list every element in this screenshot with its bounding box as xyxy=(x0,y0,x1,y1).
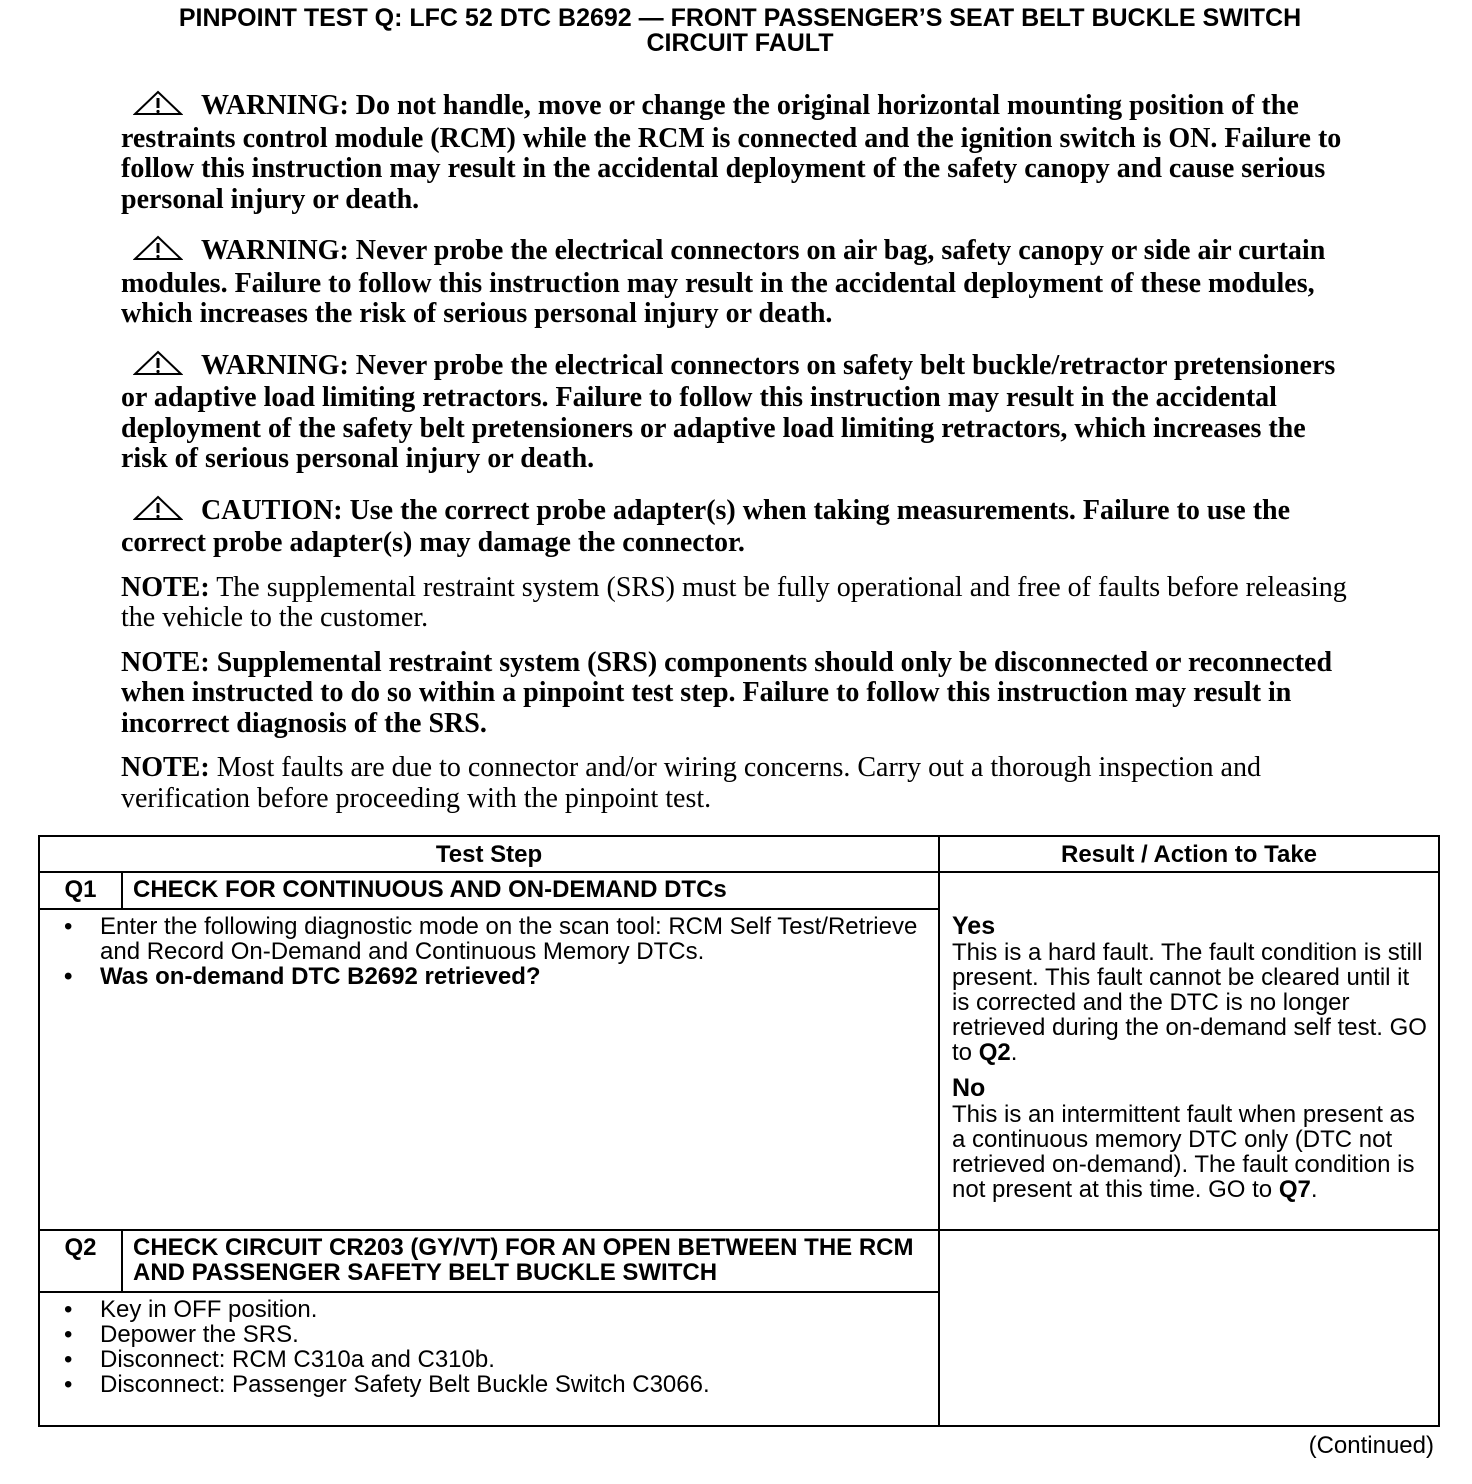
title-line-2: CIRCUIT FAULT xyxy=(646,29,834,57)
result-cell xyxy=(939,1230,1439,1426)
step-bullet-list xyxy=(50,1297,928,1397)
list-item: • Was on-demand DTC B2692 retrieved? xyxy=(50,964,928,989)
list-item: • Key in OFF position. xyxy=(50,1297,928,1322)
note-2-text: Supplemental restraint system (SRS) components should only be disconnected or reconnected when instructed to do so within a pinpoint test step. Failure to follow this instruction may result in incorrect diagnosis of the SRS. xyxy=(121,646,1333,739)
table-row xyxy=(39,1230,1439,1292)
table-header-row xyxy=(39,836,1439,872)
page-title xyxy=(40,6,1440,56)
step-instructions xyxy=(39,1292,939,1426)
note-1-text: The supplemental restraint system (SRS) must be fully operational and free of faults before releasing the vehicle to the customer. xyxy=(121,571,1347,633)
note-3-text: Most faults are due to connector and/or wiring concerns. Carry out a thorough inspection and verification before proceeding with the pinpoint test. xyxy=(121,752,1261,814)
safety-notices xyxy=(121,90,1351,828)
goto-link[interactable]: Q2 xyxy=(978,1039,1011,1066)
warning-triangle-icon xyxy=(133,495,183,529)
result-yes-body: This is a hard fault. The fault condition is still present. This fault cannot be cleared until it is corrected and the DTC is no longer retrieved during the on-demand self test. GO to xyxy=(952,939,1427,1066)
note-3 xyxy=(121,753,1351,814)
warning-3-label: WARNING: xyxy=(201,349,349,381)
continued-label: (Continued) xyxy=(1308,1432,1434,1459)
result-yes-label: Yes xyxy=(952,912,996,940)
warning-2-label: WARNING: xyxy=(201,235,349,266)
warning-1-text: Do not handle, move or change the original horizontal mounting position of the restraints control module (RCM) while the RCM is connected and the ignition switch is ON. Failure to follow this instruction may result in the accidental deployment of the safety canopy and cause serious personal injury or death. xyxy=(121,90,1342,215)
warning-3-text: Never probe the electrical connectors on safety belt buckle/retractor pretensioners or adaptive load limiting retractors. Failure to follow this instruction may result in the accidental deployment of the safety belt pretensioners or adaptive load limiting retractors, which increases the risk of serious personal injury or death. xyxy=(121,349,1336,474)
caution-1 xyxy=(121,495,1351,559)
step-heading: CHECK FOR CONTINUOUS AND ON-DEMAND DTCs xyxy=(122,872,939,909)
result-no-label: No xyxy=(952,1074,986,1102)
table-row xyxy=(39,872,1439,909)
step-heading: CHECK CIRCUIT CR203 (GY/VT) FOR AN OPEN BETWEEN THE RCM AND PASSENGER SAFETY BELT BUCKLE SWITCH xyxy=(122,1230,939,1292)
note-2-label: NOTE: xyxy=(121,646,210,678)
list-item: • Disconnect: Passenger Safety Belt Buckle Switch C3066. xyxy=(50,1372,928,1397)
warning-triangle-icon xyxy=(133,235,183,269)
title-line-1: PINPOINT TEST Q: LFC 52 DTC B2692 — FRONT PASSENGER’S SEAT BELT BUCKLE SWITCH xyxy=(178,4,1302,32)
note-2 xyxy=(121,648,1351,740)
note-3-label: NOTE: xyxy=(121,752,210,783)
warning-1 xyxy=(121,90,1351,215)
pinpoint-test-table xyxy=(38,835,1440,1427)
header-test-step: Test Step xyxy=(39,836,939,872)
goto-link[interactable]: Q7 xyxy=(1278,1176,1311,1203)
step-instructions xyxy=(39,909,939,1230)
step-id: Q2 xyxy=(39,1230,122,1292)
list-item: • Depower the SRS. xyxy=(50,1322,928,1347)
result-no-body: This is an intermittent fault when present as a continuous memory DTC only (DTC not retrieved on-demand). The fault condition is not present at this time. GO to xyxy=(952,1101,1415,1203)
note-1 xyxy=(121,573,1351,634)
result-yes-text: This is a hard fault. The fault condition is still present. This fault cannot be cleared until it is corrected and the DTC is no longer retrieved during the on-demand self test. GO to Q2. xyxy=(952,939,1427,1066)
caution-label: CAUTION: xyxy=(201,494,343,526)
step-id: Q1 xyxy=(39,872,122,909)
warning-triangle-icon xyxy=(133,90,183,124)
warning-triangle-icon xyxy=(133,350,183,384)
warning-3 xyxy=(121,350,1351,475)
note-1-label: NOTE: xyxy=(121,571,210,603)
list-item: • Disconnect: RCM C310a and C310b. xyxy=(50,1347,928,1372)
list-item: • Enter the following diagnostic mode on the scan tool: RCM Self Test/Retrieve and Record On-Demand and Continuous Memory DTCs. xyxy=(50,914,928,964)
result-cell xyxy=(939,872,1439,1230)
step-bullet-list xyxy=(50,914,928,989)
result-no-text: This is an intermittent fault when present as a continuous memory DTC only (DTC not retrieved on-demand). The fault condition is not present at this time. GO to Q7. xyxy=(952,1101,1415,1203)
header-result-action: Result / Action to Take xyxy=(939,836,1439,872)
warning-2-text: Never probe the electrical connectors on air bag, safety canopy or side air curtain modules. Failure to follow this instruction may result in the accidental deployment of these modules, which increases the risk of serious personal injury or death. xyxy=(121,235,1326,329)
warning-2 xyxy=(121,235,1351,330)
caution-text: Use the correct probe adapter(s) when taking measurements. Failure to use the correct probe adapter(s) may damage the connector. xyxy=(121,494,1291,558)
warning-1-label: WARNING: xyxy=(201,90,349,121)
